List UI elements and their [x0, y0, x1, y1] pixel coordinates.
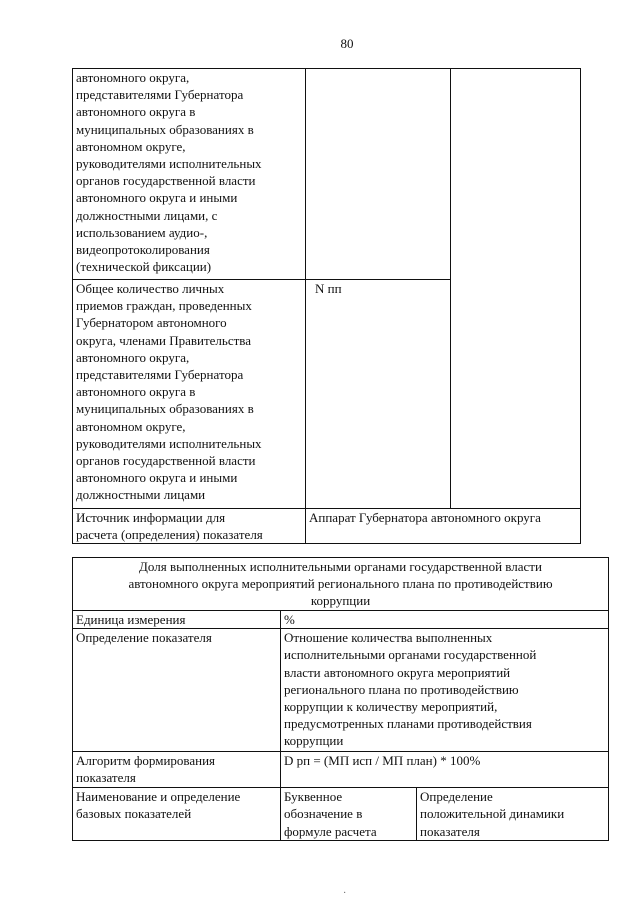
letter-designation-label: Буквенное обозначение в формуле расчета	[284, 789, 377, 839]
definition-label-cell	[73, 629, 281, 752]
source-label-cell	[73, 509, 306, 544]
table-row	[73, 752, 609, 788]
symbol-cell	[306, 280, 451, 509]
indicator-title-cell	[73, 558, 609, 611]
source-label: Источник информации для расчета (определения) показателя	[76, 510, 263, 543]
definition-value-cell	[281, 629, 609, 752]
algorithm-formula: D рп = (МП исп / МП план) * 100%	[284, 753, 481, 769]
page-number: 80	[340, 36, 354, 51]
positive-dynamics-cell	[417, 788, 609, 841]
base-indicators-label: Наименование и определение базовых показателей	[76, 789, 241, 822]
symbol-text: N пп	[315, 281, 342, 296]
base-indicator-text: Общее количество личных приемов граждан, проведенных Губернатором автономного округа, членами Правительства автономного округа, представителями Губернатора автономного округа в муниципальных образованиях в автономном округе, руководителями исполнительных органов государственной власти автономного округа и иными должностными лицами	[76, 281, 262, 503]
algorithm-value-cell	[281, 752, 609, 788]
base-indicator-cell	[73, 280, 306, 509]
positive-dynamics-label: Определение положительной динамики показателя	[420, 789, 565, 839]
unit-value-cell	[281, 611, 609, 629]
table-row	[73, 629, 609, 752]
table-row	[73, 788, 609, 841]
empty-cell	[451, 69, 581, 509]
base-indicators-label-cell	[73, 788, 281, 841]
empty-cell	[306, 69, 451, 280]
indicator-description-cell	[73, 69, 306, 280]
table-row	[73, 509, 581, 544]
definition-value: Отношение количества выполненных исполнительными органами государственной власти автономного округа мероприятий регионального плана по противодействию коррупции к количеству мероприятий, предусмотренных планами противодействия коррупции	[284, 630, 537, 749]
unit-value: %	[284, 612, 295, 627]
indicator-title: Доля выполненных исполнительными органами государственной власти автономного округа мероприятий регионального плана по противодействию коррупции	[128, 559, 553, 609]
unit-label: Единица измерения	[76, 612, 186, 627]
table-row	[73, 611, 609, 629]
table-row	[73, 558, 609, 611]
algorithm-label: Алгоритм формирования показателя	[76, 753, 216, 786]
source-value-cell	[306, 509, 581, 544]
unit-label-cell	[73, 611, 281, 629]
table-row	[73, 69, 581, 280]
indicator-table-continued	[72, 68, 581, 544]
algorithm-label-cell	[73, 752, 281, 788]
footer-mark: ·	[343, 888, 347, 899]
definition-label: Определение показателя	[76, 630, 212, 646]
indicator-table	[72, 557, 609, 841]
source-value: Аппарат Губернатора автономного округа	[309, 510, 541, 525]
letter-designation-cell	[281, 788, 417, 841]
indicator-description-text: автономного округа, представителями Губернатора автономного округа в муниципальных образованиях в автономном округе, руководителями исполнительных органов государственной власти автономного округа и иными должностными лицами, с использованием аудио-, видеопротоколирования (технической фиксации)	[76, 70, 262, 275]
